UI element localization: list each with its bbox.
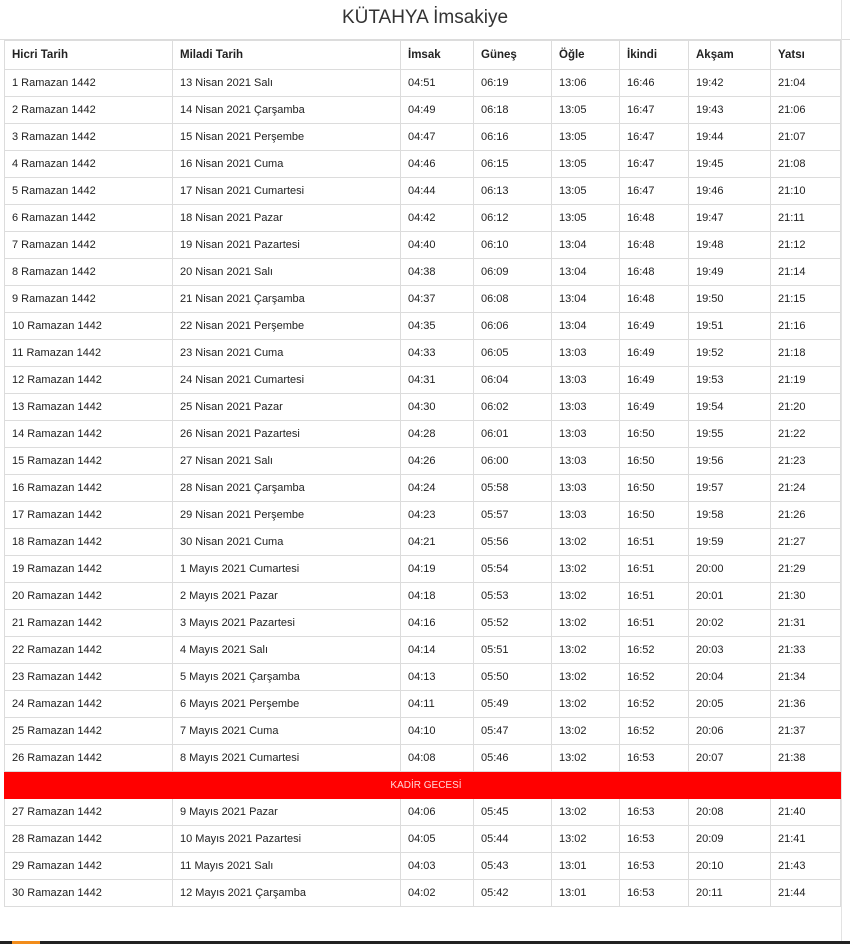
ogle-cell: 13:04 [552, 232, 620, 259]
miladi-date-cell: 16 Nisan 2021 Cuma [173, 151, 401, 178]
gunes-cell: 05:54 [474, 556, 552, 583]
ikindi-cell: 16:51 [620, 556, 689, 583]
table-row [5, 448, 841, 475]
hicri-date-cell: 3 Ramazan 1442 [5, 124, 173, 151]
yatsi-cell: 21:12 [771, 232, 841, 259]
table-row [5, 637, 841, 664]
miladi-date-cell: 25 Nisan 2021 Pazar [173, 394, 401, 421]
table-row [5, 178, 841, 205]
ogle-cell: 13:02 [552, 664, 620, 691]
imsak-cell: 04:42 [401, 205, 474, 232]
aksam-cell: 19:42 [689, 70, 771, 97]
table-row [5, 259, 841, 286]
hicri-date-cell: 11 Ramazan 1442 [5, 340, 173, 367]
miladi-date-cell: 1 Mayıs 2021 Cumartesi [173, 556, 401, 583]
aksam-cell: 20:04 [689, 664, 771, 691]
yatsi-cell: 21:29 [771, 556, 841, 583]
aksam-cell: 19:54 [689, 394, 771, 421]
ogle-cell: 13:02 [552, 826, 620, 853]
table-row [5, 70, 841, 97]
table-row [5, 745, 841, 772]
yatsi-cell: 21:14 [771, 259, 841, 286]
gunes-cell: 05:46 [474, 745, 552, 772]
ikindi-cell: 16:53 [620, 745, 689, 772]
aksam-cell: 20:06 [689, 718, 771, 745]
ikindi-cell: 16:51 [620, 610, 689, 637]
miladi-date-cell: 12 Mayıs 2021 Çarşamba [173, 880, 401, 907]
gunes-cell: 05:43 [474, 853, 552, 880]
aksam-cell: 19:45 [689, 151, 771, 178]
aksam-cell: 19:50 [689, 286, 771, 313]
aksam-cell: 19:47 [689, 205, 771, 232]
aksam-cell: 20:07 [689, 745, 771, 772]
ogle-cell: 13:02 [552, 799, 620, 826]
imsak-cell: 04:26 [401, 448, 474, 475]
miladi-date-cell: 9 Mayıs 2021 Pazar [173, 799, 401, 826]
ikindi-cell: 16:52 [620, 718, 689, 745]
table-row [5, 97, 841, 124]
aksam-cell: 19:55 [689, 421, 771, 448]
ikindi-cell: 16:52 [620, 664, 689, 691]
yatsi-cell: 21:44 [771, 880, 841, 907]
imsak-cell: 04:18 [401, 583, 474, 610]
aksam-cell: 19:57 [689, 475, 771, 502]
ikindi-cell: 16:48 [620, 205, 689, 232]
ikindi-cell: 16:48 [620, 286, 689, 313]
aksam-cell: 20:05 [689, 691, 771, 718]
ikindi-cell: 16:47 [620, 178, 689, 205]
hicri-date-cell: 14 Ramazan 1442 [5, 421, 173, 448]
miladi-date-cell: 24 Nisan 2021 Cumartesi [173, 367, 401, 394]
miladi-date-cell: 30 Nisan 2021 Cuma [173, 529, 401, 556]
table-row [5, 583, 841, 610]
yatsi-cell: 21:34 [771, 664, 841, 691]
table-row [5, 340, 841, 367]
yatsi-cell: 21:04 [771, 70, 841, 97]
ikindi-cell: 16:53 [620, 880, 689, 907]
imsak-cell: 04:21 [401, 529, 474, 556]
kadir-gecesi-row [5, 772, 841, 799]
table-row [5, 502, 841, 529]
gunes-cell: 05:42 [474, 880, 552, 907]
imsak-cell: 04:16 [401, 610, 474, 637]
miladi-date-cell: 28 Nisan 2021 Çarşamba [173, 475, 401, 502]
gunes-cell: 06:18 [474, 97, 552, 124]
table-row [5, 853, 841, 880]
aksam-cell: 20:02 [689, 610, 771, 637]
yatsi-cell: 21:15 [771, 286, 841, 313]
imsak-cell: 04:05 [401, 826, 474, 853]
gunes-cell: 05:56 [474, 529, 552, 556]
hicri-date-cell: 30 Ramazan 1442 [5, 880, 173, 907]
ogle-cell: 13:06 [552, 70, 620, 97]
aksam-cell: 19:48 [689, 232, 771, 259]
miladi-date-cell: 17 Nisan 2021 Cumartesi [173, 178, 401, 205]
column-header-aksam: Akşam [689, 41, 771, 70]
yatsi-cell: 21:41 [771, 826, 841, 853]
yatsi-cell: 21:23 [771, 448, 841, 475]
gunes-cell: 06:13 [474, 178, 552, 205]
column-header-miladi: Miladi Tarih [173, 41, 401, 70]
hicri-date-cell: 6 Ramazan 1442 [5, 205, 173, 232]
ikindi-cell: 16:47 [620, 97, 689, 124]
ogle-cell: 13:03 [552, 394, 620, 421]
ikindi-cell: 16:49 [620, 367, 689, 394]
ogle-cell: 13:04 [552, 286, 620, 313]
table-row [5, 718, 841, 745]
yatsi-cell: 21:07 [771, 124, 841, 151]
gunes-cell: 05:51 [474, 637, 552, 664]
ogle-cell: 13:05 [552, 124, 620, 151]
aksam-cell: 20:08 [689, 799, 771, 826]
miladi-date-cell: 18 Nisan 2021 Pazar [173, 205, 401, 232]
imsak-cell: 04:37 [401, 286, 474, 313]
ikindi-cell: 16:51 [620, 583, 689, 610]
ogle-cell: 13:04 [552, 313, 620, 340]
ogle-cell: 13:01 [552, 853, 620, 880]
ogle-cell: 13:03 [552, 502, 620, 529]
miladi-date-cell: 7 Mayıs 2021 Cuma [173, 718, 401, 745]
ogle-cell: 13:01 [552, 880, 620, 907]
yatsi-cell: 21:08 [771, 151, 841, 178]
column-header-yatsi: Yatsı [771, 41, 841, 70]
imsak-cell: 04:23 [401, 502, 474, 529]
imsak-cell: 04:19 [401, 556, 474, 583]
hicri-date-cell: 18 Ramazan 1442 [5, 529, 173, 556]
yatsi-cell: 21:11 [771, 205, 841, 232]
gunes-cell: 05:45 [474, 799, 552, 826]
ikindi-cell: 16:50 [620, 502, 689, 529]
yatsi-cell: 21:30 [771, 583, 841, 610]
table-row [5, 151, 841, 178]
ikindi-cell: 16:53 [620, 799, 689, 826]
gunes-cell: 05:52 [474, 610, 552, 637]
gunes-cell: 05:57 [474, 502, 552, 529]
ogle-cell: 13:02 [552, 637, 620, 664]
miladi-date-cell: 4 Mayıs 2021 Salı [173, 637, 401, 664]
hicri-date-cell: 16 Ramazan 1442 [5, 475, 173, 502]
hicri-date-cell: 13 Ramazan 1442 [5, 394, 173, 421]
aksam-cell: 19:59 [689, 529, 771, 556]
gunes-cell: 06:00 [474, 448, 552, 475]
imsak-cell: 04:38 [401, 259, 474, 286]
miladi-date-cell: 2 Mayıs 2021 Pazar [173, 583, 401, 610]
ikindi-cell: 16:52 [620, 637, 689, 664]
gunes-cell: 06:10 [474, 232, 552, 259]
imsak-cell: 04:33 [401, 340, 474, 367]
ogle-cell: 13:03 [552, 340, 620, 367]
aksam-cell: 19:53 [689, 367, 771, 394]
table-row [5, 691, 841, 718]
table-row [5, 529, 841, 556]
gunes-cell: 05:58 [474, 475, 552, 502]
kadir-gecesi-label: KADİR GECESİ [5, 772, 841, 799]
imsak-cell: 04:08 [401, 745, 474, 772]
table-row [5, 124, 841, 151]
page-title: KÜTAHYA İmsakiye [0, 0, 850, 40]
miladi-date-cell: 3 Mayıs 2021 Pazartesi [173, 610, 401, 637]
ogle-cell: 13:03 [552, 421, 620, 448]
ogle-cell: 13:05 [552, 178, 620, 205]
aksam-cell: 19:46 [689, 178, 771, 205]
gunes-cell: 06:15 [474, 151, 552, 178]
imsak-cell: 04:49 [401, 97, 474, 124]
imsak-cell: 04:06 [401, 799, 474, 826]
table-row [5, 421, 841, 448]
miladi-date-cell: 5 Mayıs 2021 Çarşamba [173, 664, 401, 691]
table-row [5, 394, 841, 421]
ogle-cell: 13:02 [552, 556, 620, 583]
imsak-cell: 04:47 [401, 124, 474, 151]
gunes-cell: 06:09 [474, 259, 552, 286]
ikindi-cell: 16:49 [620, 340, 689, 367]
yatsi-cell: 21:10 [771, 178, 841, 205]
imsak-cell: 04:11 [401, 691, 474, 718]
imsak-cell: 04:28 [401, 421, 474, 448]
column-header-ogle: Öğle [552, 41, 620, 70]
imsak-cell: 04:31 [401, 367, 474, 394]
ogle-cell: 13:02 [552, 529, 620, 556]
hicri-date-cell: 9 Ramazan 1442 [5, 286, 173, 313]
imsak-cell: 04:30 [401, 394, 474, 421]
imsak-cell: 04:02 [401, 880, 474, 907]
table-header-row [5, 41, 841, 70]
table-row [5, 610, 841, 637]
aksam-cell: 19:44 [689, 124, 771, 151]
imsak-cell: 04:10 [401, 718, 474, 745]
yatsi-cell: 21:36 [771, 691, 841, 718]
ikindi-cell: 16:48 [620, 232, 689, 259]
table-row [5, 313, 841, 340]
table-body [5, 70, 841, 907]
miladi-date-cell: 11 Mayıs 2021 Salı [173, 853, 401, 880]
hicri-date-cell: 25 Ramazan 1442 [5, 718, 173, 745]
hicri-date-cell: 29 Ramazan 1442 [5, 853, 173, 880]
gunes-cell: 06:06 [474, 313, 552, 340]
aksam-cell: 19:51 [689, 313, 771, 340]
yatsi-cell: 21:20 [771, 394, 841, 421]
gunes-cell: 05:50 [474, 664, 552, 691]
yatsi-cell: 21:18 [771, 340, 841, 367]
ikindi-cell: 16:47 [620, 124, 689, 151]
gunes-cell: 06:05 [474, 340, 552, 367]
ogle-cell: 13:02 [552, 718, 620, 745]
ikindi-cell: 16:49 [620, 394, 689, 421]
ikindi-cell: 16:52 [620, 691, 689, 718]
gunes-cell: 05:44 [474, 826, 552, 853]
miladi-date-cell: 14 Nisan 2021 Çarşamba [173, 97, 401, 124]
hicri-date-cell: 20 Ramazan 1442 [5, 583, 173, 610]
hicri-date-cell: 1 Ramazan 1442 [5, 70, 173, 97]
imsak-cell: 04:03 [401, 853, 474, 880]
miladi-date-cell: 15 Nisan 2021 Perşembe [173, 124, 401, 151]
yatsi-cell: 21:27 [771, 529, 841, 556]
imsak-cell: 04:13 [401, 664, 474, 691]
yatsi-cell: 21:31 [771, 610, 841, 637]
ikindi-cell: 16:50 [620, 448, 689, 475]
yatsi-cell: 21:24 [771, 475, 841, 502]
aksam-cell: 20:00 [689, 556, 771, 583]
table-row [5, 286, 841, 313]
aksam-cell: 20:09 [689, 826, 771, 853]
gunes-cell: 06:19 [474, 70, 552, 97]
ikindi-cell: 16:51 [620, 529, 689, 556]
gunes-cell: 06:08 [474, 286, 552, 313]
yatsi-cell: 21:16 [771, 313, 841, 340]
aksam-cell: 20:03 [689, 637, 771, 664]
yatsi-cell: 21:37 [771, 718, 841, 745]
hicri-date-cell: 2 Ramazan 1442 [5, 97, 173, 124]
yatsi-cell: 21:26 [771, 502, 841, 529]
ikindi-cell: 16:46 [620, 70, 689, 97]
table-row [5, 880, 841, 907]
ikindi-cell: 16:49 [620, 313, 689, 340]
column-header-imsak: İmsak [401, 41, 474, 70]
ogle-cell: 13:04 [552, 259, 620, 286]
hicri-date-cell: 10 Ramazan 1442 [5, 313, 173, 340]
hicri-date-cell: 19 Ramazan 1442 [5, 556, 173, 583]
miladi-date-cell: 27 Nisan 2021 Salı [173, 448, 401, 475]
miladi-date-cell: 22 Nisan 2021 Perşembe [173, 313, 401, 340]
hicri-date-cell: 5 Ramazan 1442 [5, 178, 173, 205]
table-row [5, 799, 841, 826]
gunes-cell: 06:01 [474, 421, 552, 448]
miladi-date-cell: 19 Nisan 2021 Pazartesi [173, 232, 401, 259]
hicri-date-cell: 24 Ramazan 1442 [5, 691, 173, 718]
yatsi-cell: 21:43 [771, 853, 841, 880]
imsakiye-table [4, 40, 841, 907]
ogle-cell: 13:03 [552, 448, 620, 475]
ikindi-cell: 16:50 [620, 421, 689, 448]
aksam-cell: 19:56 [689, 448, 771, 475]
column-header-hicri: Hicri Tarih [5, 41, 173, 70]
ogle-cell: 13:03 [552, 367, 620, 394]
hicri-date-cell: 26 Ramazan 1442 [5, 745, 173, 772]
miladi-date-cell: 8 Mayıs 2021 Cumartesi [173, 745, 401, 772]
column-header-gunes: Güneş [474, 41, 552, 70]
ogle-cell: 13:02 [552, 583, 620, 610]
column-header-ikindi: İkindi [620, 41, 689, 70]
miladi-date-cell: 20 Nisan 2021 Salı [173, 259, 401, 286]
imsak-cell: 04:35 [401, 313, 474, 340]
ikindi-cell: 16:48 [620, 259, 689, 286]
hicri-date-cell: 8 Ramazan 1442 [5, 259, 173, 286]
gunes-cell: 05:47 [474, 718, 552, 745]
hicri-date-cell: 15 Ramazan 1442 [5, 448, 173, 475]
aksam-cell: 20:10 [689, 853, 771, 880]
table-row [5, 826, 841, 853]
gunes-cell: 06:02 [474, 394, 552, 421]
gunes-cell: 05:53 [474, 583, 552, 610]
hicri-date-cell: 21 Ramazan 1442 [5, 610, 173, 637]
table-row [5, 664, 841, 691]
gunes-cell: 05:49 [474, 691, 552, 718]
ogle-cell: 13:05 [552, 151, 620, 178]
miladi-date-cell: 13 Nisan 2021 Salı [173, 70, 401, 97]
imsak-cell: 04:14 [401, 637, 474, 664]
hicri-date-cell: 12 Ramazan 1442 [5, 367, 173, 394]
aksam-cell: 19:58 [689, 502, 771, 529]
miladi-date-cell: 29 Nisan 2021 Perşembe [173, 502, 401, 529]
table-row [5, 556, 841, 583]
miladi-date-cell: 10 Mayıs 2021 Pazartesi [173, 826, 401, 853]
gunes-cell: 06:12 [474, 205, 552, 232]
aksam-cell: 19:43 [689, 97, 771, 124]
yatsi-cell: 21:40 [771, 799, 841, 826]
hicri-date-cell: 28 Ramazan 1442 [5, 826, 173, 853]
yatsi-cell: 21:06 [771, 97, 841, 124]
yatsi-cell: 21:22 [771, 421, 841, 448]
hicri-date-cell: 17 Ramazan 1442 [5, 502, 173, 529]
yatsi-cell: 21:38 [771, 745, 841, 772]
ogle-cell: 13:02 [552, 610, 620, 637]
hicri-date-cell: 23 Ramazan 1442 [5, 664, 173, 691]
gunes-cell: 06:04 [474, 367, 552, 394]
imsak-cell: 04:46 [401, 151, 474, 178]
aksam-cell: 19:49 [689, 259, 771, 286]
imsak-cell: 04:24 [401, 475, 474, 502]
hicri-date-cell: 22 Ramazan 1442 [5, 637, 173, 664]
aksam-cell: 19:52 [689, 340, 771, 367]
aksam-cell: 20:01 [689, 583, 771, 610]
page-edge-divider [841, 0, 842, 944]
ikindi-cell: 16:53 [620, 826, 689, 853]
yatsi-cell: 21:33 [771, 637, 841, 664]
imsak-cell: 04:44 [401, 178, 474, 205]
table-row [5, 205, 841, 232]
imsak-cell: 04:40 [401, 232, 474, 259]
table-row [5, 475, 841, 502]
ogle-cell: 13:05 [552, 97, 620, 124]
ogle-cell: 13:02 [552, 691, 620, 718]
hicri-date-cell: 7 Ramazan 1442 [5, 232, 173, 259]
hicri-date-cell: 4 Ramazan 1442 [5, 151, 173, 178]
ogle-cell: 13:02 [552, 745, 620, 772]
table-row [5, 232, 841, 259]
gunes-cell: 06:16 [474, 124, 552, 151]
ogle-cell: 13:03 [552, 475, 620, 502]
hicri-date-cell: 27 Ramazan 1442 [5, 799, 173, 826]
ikindi-cell: 16:53 [620, 853, 689, 880]
yatsi-cell: 21:19 [771, 367, 841, 394]
ogle-cell: 13:05 [552, 205, 620, 232]
ikindi-cell: 16:47 [620, 151, 689, 178]
miladi-date-cell: 23 Nisan 2021 Cuma [173, 340, 401, 367]
aksam-cell: 20:11 [689, 880, 771, 907]
miladi-date-cell: 26 Nisan 2021 Pazartesi [173, 421, 401, 448]
miladi-date-cell: 6 Mayıs 2021 Perşembe [173, 691, 401, 718]
ikindi-cell: 16:50 [620, 475, 689, 502]
imsak-cell: 04:51 [401, 70, 474, 97]
table-row [5, 367, 841, 394]
miladi-date-cell: 21 Nisan 2021 Çarşamba [173, 286, 401, 313]
